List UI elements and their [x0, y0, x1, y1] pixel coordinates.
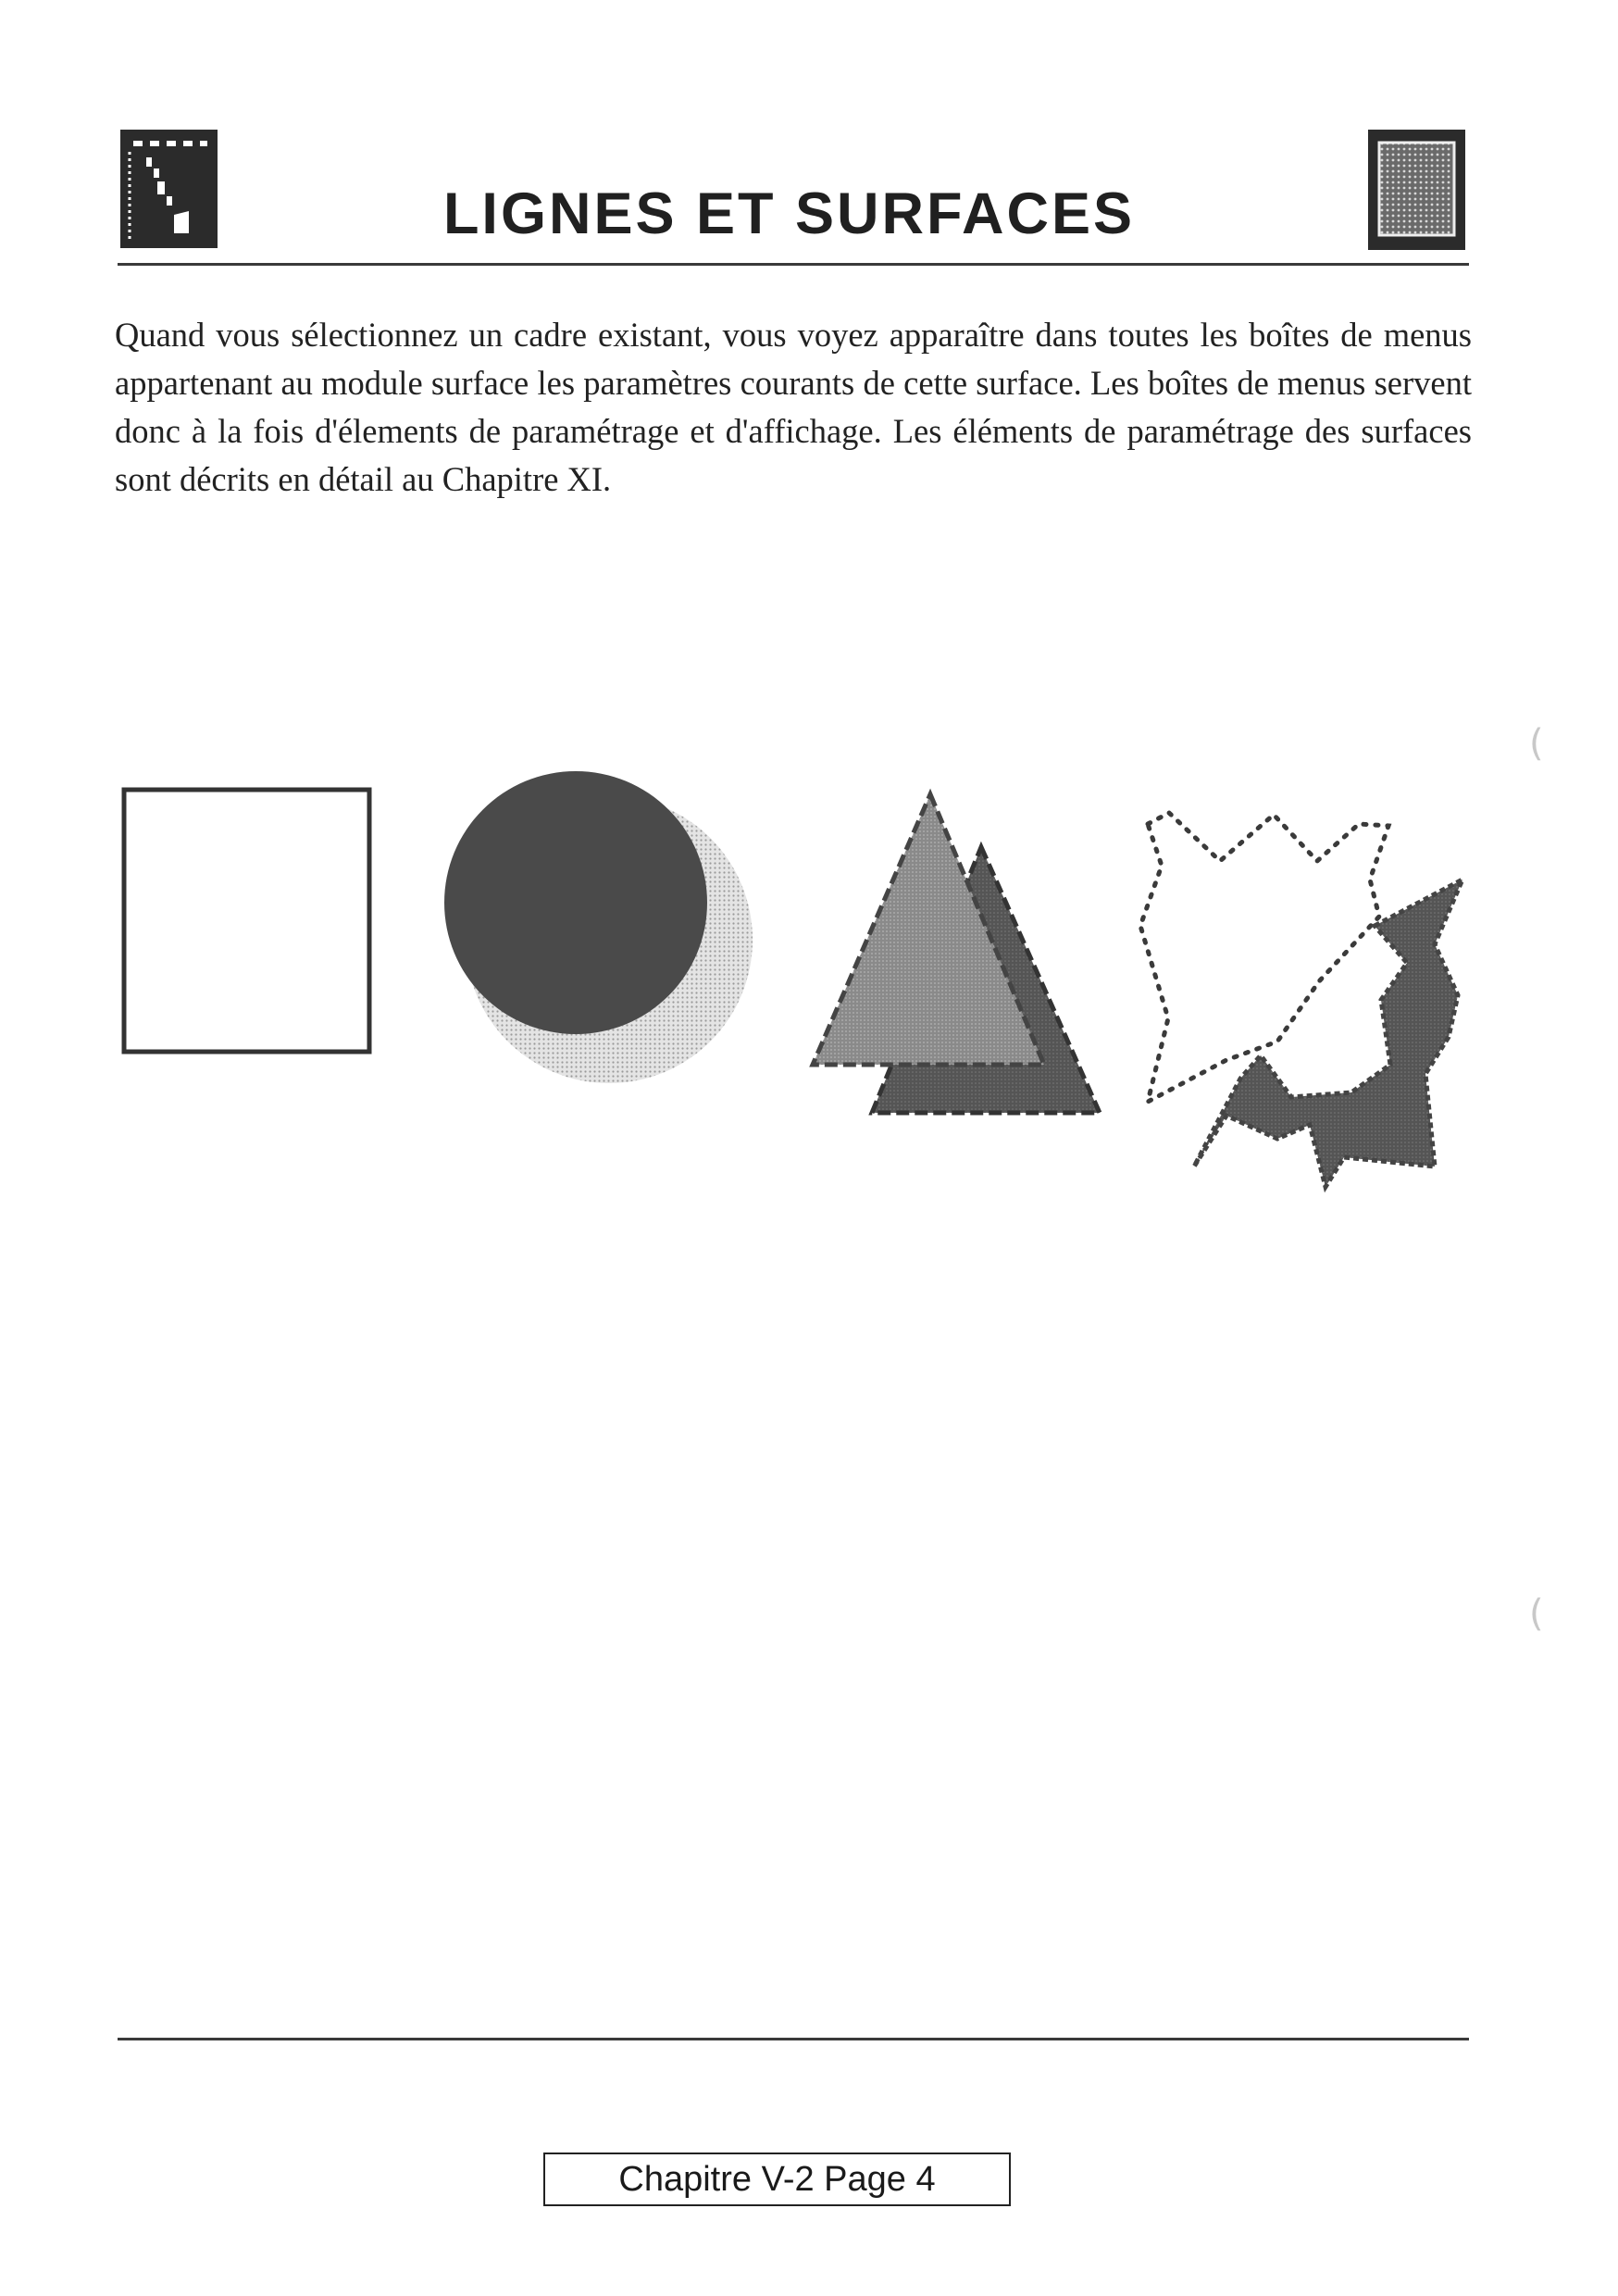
footer-divider — [118, 2038, 1469, 2040]
filled-polygon-shape — [1194, 880, 1462, 1187]
line-tool-icon — [120, 130, 218, 248]
header-divider — [118, 263, 1469, 266]
margin-mark: ( — [1529, 722, 1544, 765]
circle-shape — [444, 771, 753, 1083]
body-paragraph: Quand vous sélectionnez un cadre existant, vous voyez apparaître dans toutes les boîtes de menus appartenant au module surface les paramètres courants de cette surface. Les boîtes de menus servent donc à la fois d'élements de paramétrage et d'affichage. Les éléments de paramétrage des surfaces sont décrits en détail au Chapitre XI. — [115, 316, 1472, 498]
surface-tool-icon — [1368, 130, 1465, 250]
triangle-shapes — [813, 794, 1100, 1113]
page-title: LIGNES ET SURFACES — [442, 181, 1136, 246]
outlined-square-shape — [124, 790, 369, 1052]
page-number-box: Chapitre V-2 Page 4 — [543, 2152, 1011, 2206]
shapes-figure — [0, 759, 1618, 1204]
margin-mark: ( — [1529, 1592, 1544, 1635]
